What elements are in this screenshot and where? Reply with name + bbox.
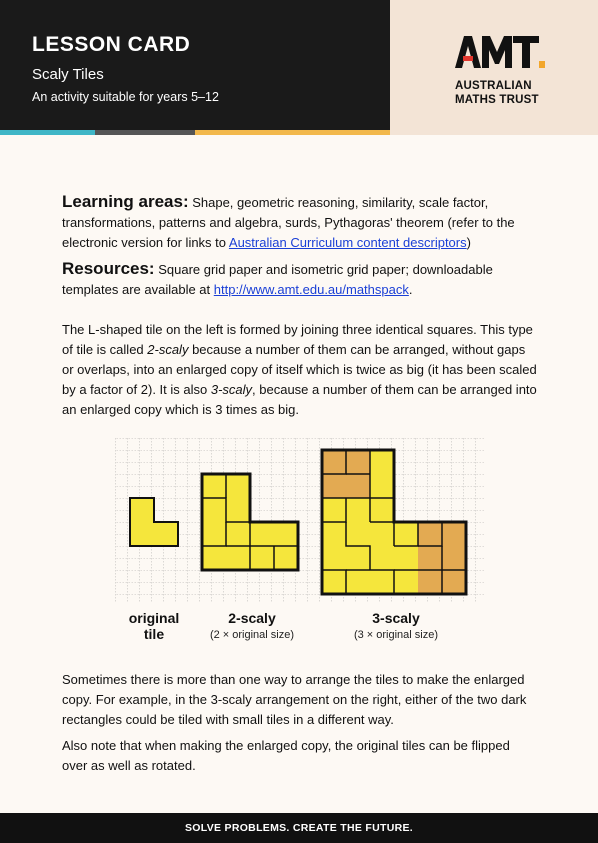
card-title: LESSON CARD <box>32 33 191 56</box>
intro-text-1: The L-shaped tile on the left is formed by joining three identical squares. This type of tile is called <box>62 322 533 357</box>
scaly-tiles-figure <box>115 438 485 650</box>
card-tagline: An activity suitable for years 5–12 <box>32 90 219 104</box>
intro-text-3: , because a number of them can be arranged into an enlarged copy which is 3 times as big. <box>62 382 537 417</box>
logo-line-1: AUSTRALIAN <box>455 80 532 92</box>
intro-paragraph <box>62 320 538 420</box>
three-scaly-label <box>333 610 459 641</box>
main-content <box>62 192 538 420</box>
footer-slogan: SOLVE PROBLEMS. CREATE THE FUTURE. <box>185 822 413 834</box>
resources <box>62 259 538 300</box>
footer-banner <box>0 813 598 843</box>
card-subtitle: Scaly Tiles <box>32 66 104 83</box>
term-2-scaly: 2-scaly <box>147 342 189 357</box>
learning-areas-text: Shape, geometric reasoning, similarity, scale factor, transformations, patterns and algebra, surds, Pythagoras' theorem (refer to the electronic version for links to <box>62 195 515 250</box>
resources-tail: . <box>408 282 413 297</box>
learning-areas-heading: Learning areas: <box>62 192 189 211</box>
three-scaly-subtitle: (3 × original size) <box>353 629 439 641</box>
color-stripe-grey <box>95 130 195 135</box>
notes-paragraph-1: Sometimes there is more than one way to arrange the tiles to make the enlarged copy. For example, in the 3-scaly arrangement on the right, either of the two dark rectangles could be tiled with small tiles in a different way. <box>62 672 527 727</box>
resources-heading: Resources: <box>62 259 155 278</box>
intro-text-2: because a number of them can be arranged, without gaps or overlaps, into an enlarged copy of itself which is twice as big (it has been scaled by a factor of 2). It is also <box>62 342 537 397</box>
learning-areas-tail: ) <box>466 235 471 250</box>
color-stripe-teal <box>0 130 95 135</box>
original-tile-label <box>115 610 193 642</box>
learning-areas <box>62 192 538 253</box>
curriculum-link[interactable]: Australian Curriculum content descriptors <box>228 235 467 250</box>
notes-section <box>62 670 538 776</box>
notes-paragraph-2: Also note that when making the enlarged copy, the original tiles can be flipped over as well as rotated. <box>62 738 510 773</box>
term-3-scaly: 3-scaly <box>210 382 253 397</box>
original-label-line2: tile <box>143 626 165 642</box>
two-scaly-subtitle: (2 × original size) <box>209 629 295 641</box>
tiles-diagram <box>115 438 485 603</box>
two-scaly-label <box>193 610 311 641</box>
color-stripe-yellow <box>195 130 390 135</box>
original-label-line1: original <box>128 610 180 626</box>
three-scaly-title: 3-scaly <box>372 610 420 626</box>
logo-line-2: MATHS TRUST <box>455 94 539 106</box>
color-stripe-cream <box>390 130 598 135</box>
mathspack-link[interactable]: http://www.amt.edu.au/mathspack <box>213 282 409 297</box>
amt-logo-mark <box>455 34 545 70</box>
amt-logo[interactable] <box>455 34 565 107</box>
two-scaly-title: 2-scaly <box>228 610 276 626</box>
resources-text: Square grid paper and isometric grid paper; downloadable templates are available at <box>62 262 493 297</box>
